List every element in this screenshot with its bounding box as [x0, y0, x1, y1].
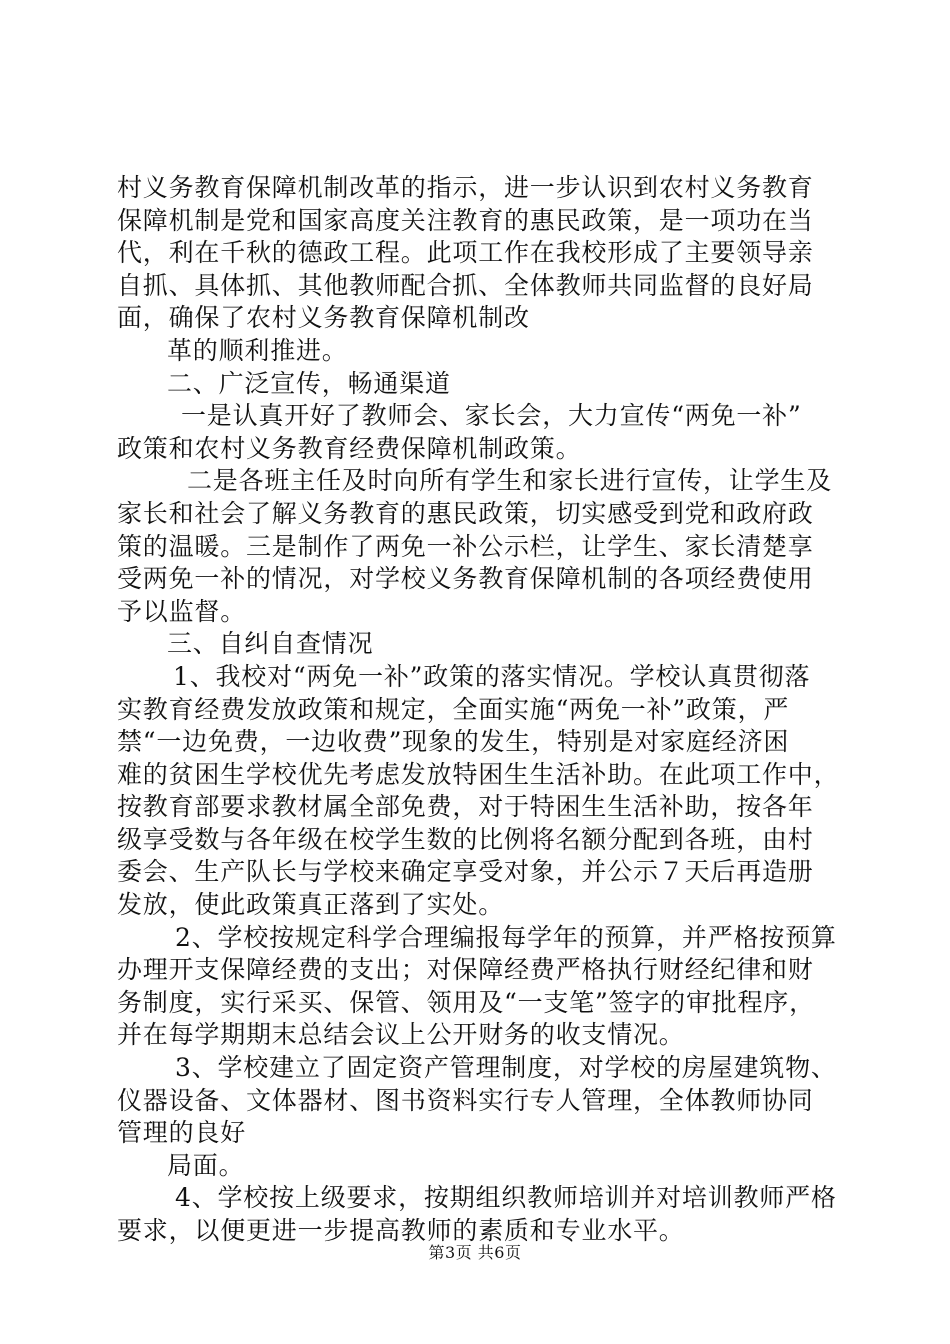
text-line: 受两免一补的情况，对学校义务教育保障机制的各项经费使用 [117, 564, 814, 594]
text-line: 保障机制是党和国家高度关注教育的惠民政策，是一项功在当 [117, 205, 814, 235]
text-line: 自抓、具体抓、其他教师配合抓、全体教师共同监督的良好局 [117, 270, 814, 300]
text-line: 4、学校按上级要求，按期组织教师培训并对培训教师严格 [175, 1183, 837, 1213]
text-line: 实教育经费发放政策和规定，全面实施“两免一补”政策，严 [117, 694, 790, 724]
text-line: 面，确保了农村义务教育保障机制改 [117, 303, 530, 333]
section-heading: 三、自纠自查情况 [167, 629, 374, 659]
text-line: 村义务教育保障机制改革的指示，进一步认识到农村义务教育 [117, 173, 814, 202]
text-line: 委会、生产队长与学校来确定享受对象，并公示７天后再造册 [117, 857, 814, 887]
text-line: 二是各班主任及时向所有学生和家长进行宣传，让学生及 [187, 466, 833, 496]
text-line: 2、学校按规定科学合理编报每学年的预算，并严格按预算 [175, 922, 837, 952]
text-line: 1、我校对“两免一补”政策的落实情况。学校认真贯彻落 [173, 661, 811, 691]
text-line: 一是认真开好了教师会、家长会，大力宣传“两免一补” [181, 401, 802, 431]
section-heading: 二、广泛宣传，畅通渠道 [167, 368, 451, 398]
text-line: 办理开支保障经费的支出；对保障经费严格执行财经纪律和财 [117, 955, 814, 985]
text-line: 务制度，实行采买、保管、领用及“一支笔”签字的审批程序， [117, 987, 815, 1017]
text-line: 仪器设备、文体器材、图书资料实行专人管理，全体教师协同 [117, 1085, 814, 1115]
text-line: 予以监督。 [117, 596, 247, 626]
text-line: 禁“一边免费，一边收费”现象的发生，特别是对家庭经济困 [117, 727, 790, 757]
text-line: 革的顺利推进。 [167, 335, 348, 365]
text-line: 并在每学期期末总结会议上公开财务的收支情况。 [117, 1020, 685, 1050]
text-line: 按教育部要求教材属全部免费，对于特困生生活补助，按各年 [117, 792, 814, 822]
document-body [117, 172, 840, 1248]
text-line: 发放，使此政策真正落到了实处。 [117, 890, 505, 920]
text-line: 难的贫困生学校优先考虑发放特困生生活补助。在此项工作中， [117, 759, 840, 789]
text-line: 政策和农村义务教育经费保障机制政策。 [117, 433, 582, 463]
text-line: 3、学校建立了固定资产管理制度，对学校的房屋建筑物、 [175, 1053, 837, 1083]
text-line: 管理的良好 [117, 1118, 247, 1148]
text-line: 家长和社会了解义务教育的惠民政策，切实感受到党和政府政 [117, 498, 814, 528]
text-line: 要求，以便更进一步提高教师的素质和专业水平。 [117, 1216, 685, 1245]
text-line: 代，利在千秋的德政工程。此项工作在我校形成了主要领导亲 [117, 238, 814, 268]
text-line: 级享受数与各年级在校学生数的比例将名额分配到各班，由村 [117, 824, 814, 854]
text-line: 策的温暖。三是制作了两免一补公示栏，让学生、家长清楚享 [117, 531, 814, 561]
text-line: 局面。 [167, 1150, 245, 1180]
page-number-footer: 第3页 共6页 [428, 1243, 522, 1262]
